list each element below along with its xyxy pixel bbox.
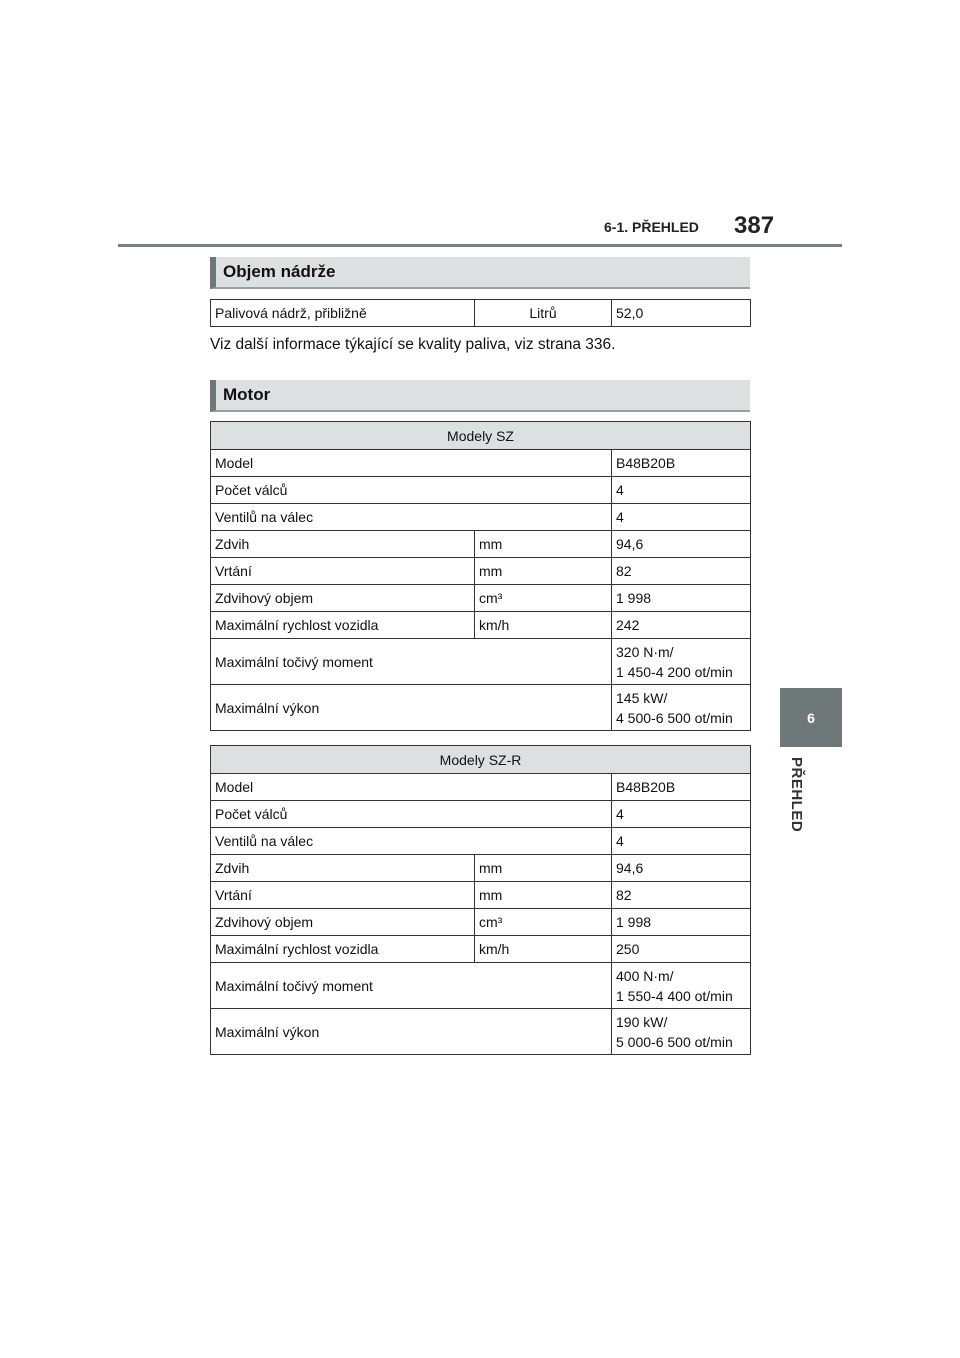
table-row bbox=[211, 300, 751, 327]
row-unit: cm³ bbox=[475, 585, 612, 612]
row-label: Vrtání bbox=[211, 882, 475, 909]
chapter-tab bbox=[780, 688, 842, 747]
row-label: Počet válců bbox=[211, 477, 612, 504]
row-value: 1 998 bbox=[612, 909, 751, 936]
row-value: 4 bbox=[612, 801, 751, 828]
row-label: Model bbox=[211, 450, 612, 477]
table-caption: Modely SZ bbox=[211, 422, 751, 450]
row-value: 82 bbox=[612, 558, 751, 585]
row-value: 250 bbox=[612, 936, 751, 963]
header-divider bbox=[118, 244, 842, 247]
table-row bbox=[211, 909, 751, 936]
row-value: 4 bbox=[612, 504, 751, 531]
row-label: Zdvihový objem bbox=[211, 585, 475, 612]
table-row bbox=[211, 585, 751, 612]
row-value: 242 bbox=[612, 612, 751, 639]
value-line: 400 N·m/ bbox=[616, 967, 674, 984]
table-row bbox=[211, 612, 751, 639]
row-value: B48B20B bbox=[612, 450, 751, 477]
tank-section-heading bbox=[210, 257, 750, 289]
row-value bbox=[612, 963, 751, 1009]
row-label: Ventilů na válec bbox=[211, 504, 612, 531]
table-row bbox=[211, 1009, 751, 1055]
row-unit: mm bbox=[475, 558, 612, 585]
table-caption-row bbox=[211, 422, 751, 450]
row-label: Maximální rychlost vozidla bbox=[211, 612, 475, 639]
value-line: 145 kW/ bbox=[616, 689, 668, 706]
table-row bbox=[211, 963, 751, 1009]
section-title: 6-1. PŘEHLED bbox=[604, 219, 699, 235]
motor-szr-table bbox=[210, 745, 751, 1055]
value-line: 4 500-6 500 ot/min bbox=[616, 709, 733, 726]
row-value: B48B20B bbox=[612, 774, 751, 801]
row-label: Zdvih bbox=[211, 855, 475, 882]
row-label: Palivová nádrž, přibližně bbox=[211, 300, 475, 327]
chapter-label: PŘEHLED bbox=[788, 757, 805, 833]
row-unit: Litrů bbox=[475, 300, 612, 327]
row-unit: mm bbox=[475, 855, 612, 882]
value-line: 190 kW/ bbox=[616, 1013, 668, 1030]
row-value: 4 bbox=[612, 477, 751, 504]
row-unit: km/h bbox=[475, 936, 612, 963]
row-unit: mm bbox=[475, 882, 612, 909]
table-row bbox=[211, 828, 751, 855]
table-row bbox=[211, 774, 751, 801]
row-value: 52,0 bbox=[612, 300, 751, 327]
row-value bbox=[612, 639, 751, 685]
value-line: 320 N·m/ bbox=[616, 643, 674, 660]
table-row bbox=[211, 450, 751, 477]
table-row bbox=[211, 477, 751, 504]
row-label: Maximální výkon bbox=[211, 685, 612, 731]
row-value: 1 998 bbox=[612, 585, 751, 612]
value-line: 5 000-6 500 ot/min bbox=[616, 1033, 733, 1050]
fuel-note: Viz další informace týkající se kvality paliva, viz strana 336. bbox=[210, 336, 616, 353]
table-row bbox=[211, 639, 751, 685]
motor-section-heading bbox=[210, 380, 750, 412]
row-label: Maximální točivý moment bbox=[211, 639, 612, 685]
row-value: 94,6 bbox=[612, 531, 751, 558]
table-row bbox=[211, 801, 751, 828]
value-line: 1 450-4 200 ot/min bbox=[616, 663, 733, 680]
table-row bbox=[211, 558, 751, 585]
row-label: Ventilů na válec bbox=[211, 828, 612, 855]
page-number: 387 bbox=[734, 212, 775, 239]
tank-table bbox=[210, 299, 751, 327]
row-label: Maximální rychlost vozidla bbox=[211, 936, 475, 963]
row-value: 94,6 bbox=[612, 855, 751, 882]
chapter-number: 6 bbox=[807, 709, 815, 726]
row-unit: cm³ bbox=[475, 909, 612, 936]
row-unit: km/h bbox=[475, 612, 612, 639]
motor-sz-table bbox=[210, 421, 751, 731]
tank-section-title: Objem nádrže bbox=[223, 262, 336, 281]
row-label: Zdvihový objem bbox=[211, 909, 475, 936]
table-caption-row bbox=[211, 746, 751, 774]
table-row bbox=[211, 882, 751, 909]
row-label: Maximální točivý moment bbox=[211, 963, 612, 1009]
row-label: Maximální výkon bbox=[211, 1009, 612, 1055]
row-value: 4 bbox=[612, 828, 751, 855]
row-unit: mm bbox=[475, 531, 612, 558]
row-label: Počet válců bbox=[211, 801, 612, 828]
table-row bbox=[211, 531, 751, 558]
row-label: Model bbox=[211, 774, 612, 801]
table-caption: Modely SZ-R bbox=[211, 746, 751, 774]
row-value bbox=[612, 1009, 751, 1055]
row-label: Zdvih bbox=[211, 531, 475, 558]
value-line: 1 550-4 400 ot/min bbox=[616, 987, 733, 1004]
motor-section-title: Motor bbox=[223, 385, 271, 404]
row-label: Vrtání bbox=[211, 558, 475, 585]
row-value bbox=[612, 685, 751, 731]
row-value: 82 bbox=[612, 882, 751, 909]
table-row bbox=[211, 855, 751, 882]
table-row bbox=[211, 504, 751, 531]
table-row bbox=[211, 685, 751, 731]
table-row bbox=[211, 936, 751, 963]
